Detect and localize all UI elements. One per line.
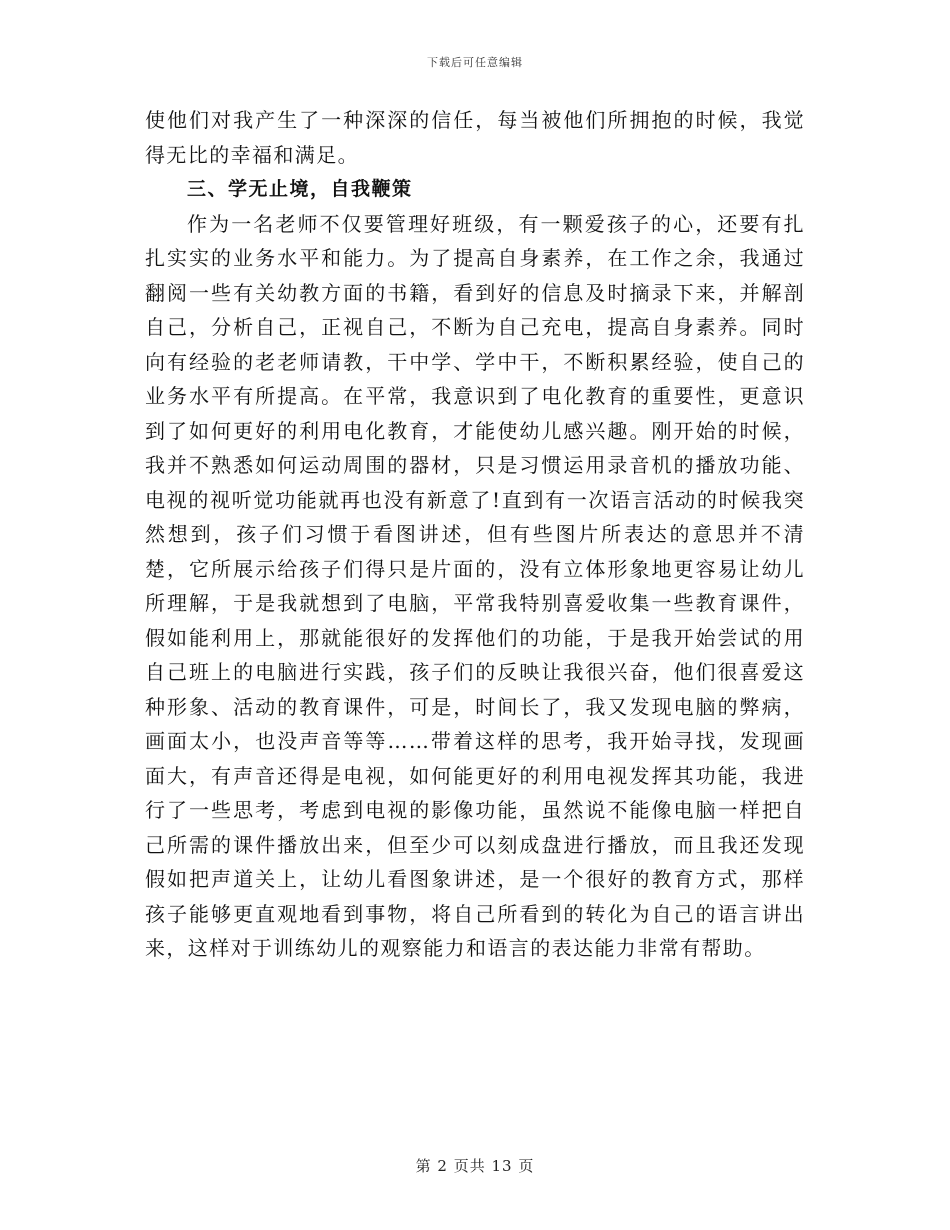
page-header: 下载后可任意编辑 [427, 56, 523, 69]
document-body [145, 103, 805, 966]
section-heading: 三、学无止境，自我鞭策 [187, 178, 413, 200]
paragraph-continued: 使他们对我产生了一种深深的信任，每当被他们所拥抱的时候，我觉得无比的幸福和满足。 [145, 108, 805, 167]
paragraph-main: 作为一名老师不仅要管理好班级，有一颗爱孩子的心，还要有扎扎实实的业务水平和能力。为了提高自身素养，在工作之余，我通过翻阅一些有关幼教方面的书籍，看到好的信息及时摘录下来，并解剖自己，分析自己，正视自己，不断为自己充电，提高自身素养。同时向有经验的老老师请教，干中学、学中干，不断积累经验，使自己的业务水平有所提高。在平常，我意识到了电化教育的重要性，更意识到了如何更好的利用电化教育，才能使幼儿感兴趣。刚开始的时候，我并不熟悉如何运动周围的器材，只是习惯运用录音机的播放功能、电视的视听觉功能就再也没有新意了!直到有一次语言活动的时候我突然想到，孩子们习惯于看图讲述，但有些图片所表达的意思并不清楚，它所展示给孩子们得只是片面的，没有立体形象地更容易让幼儿所理解，于是我就想到了电脑，平常我特别喜爱收集一些教育课件，假如能利用上，那就能很好的发挥他们的功能，于是我开始尝试的用自己班上的电脑进行实践，孩子们的反映让我很兴奋，他们很喜爱这种形象、活动的教育课件，可是，时间长了，我又发现电脑的弊病，画面太小，也没声音等等……带着这样的思考，我开始寻找，发现画面大，有声音还得是电视，如何能更好的利用电视发挥其功能，我进行了一些思考，考虑到电视的影像功能，虽然说不能像电脑一样把自己所需的课件播放出来，但至少可以刻成盘进行播放，而且我还发现假如把声道关上，让幼儿看图象讲述，是一个很好的教育方式，那样孩子能够更直观地看到事物，将自己所看到的转化为自己的语言讲出来，这样对于训练幼儿的观察能力和语言的表达能力非常有帮助。 [145, 211, 805, 960]
page-number: 第 2 页共 13 页 [415, 1157, 535, 1175]
